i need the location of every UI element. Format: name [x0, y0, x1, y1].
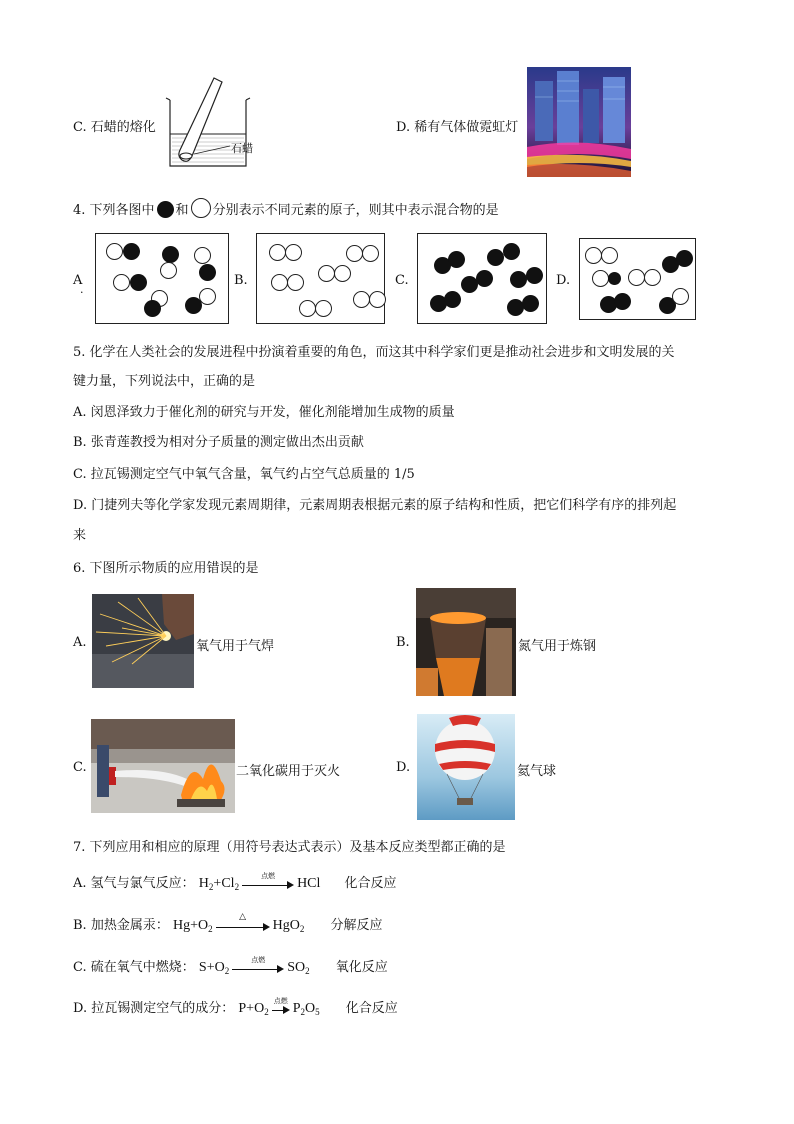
q5-stem-line2: 键力量，下列说法中，正确的是 — [73, 374, 256, 389]
neon-city-photo — [527, 67, 631, 177]
q4-option-d-label: D. — [556, 273, 571, 288]
black-atom — [199, 264, 216, 281]
white-atom — [592, 270, 609, 287]
white-atom — [287, 274, 304, 291]
helium-balloon-photo — [417, 714, 515, 820]
q5-stem-line1: 5. 化学在人类社会的发展进程中扮演着重要的角色，而这其中科学家们更是推动社会进步和文明发展的关 — [73, 345, 675, 360]
black-atom — [444, 291, 461, 308]
white-atom — [362, 245, 379, 262]
q3-option-d: D. 稀有气体做霓虹灯 — [396, 120, 519, 135]
q4-box-d — [579, 238, 696, 320]
q4-option-a-label: A — [73, 273, 83, 288]
q5-option-a: A. 闵恩泽致力于催化剂的研究与开发，催化剂能增加生成物的质量 — [73, 405, 455, 420]
white-atom — [271, 274, 288, 291]
q5-option-d-line1: D. 门捷列夫等化学家发现元素周期律，元素周期表根据元素的原子结构和性质，把它们科学有序的排列起 — [73, 498, 677, 513]
q7-option-d: D. 拉瓦锡测定空气的成分： $P+O_2$ 点燃 $P_2O_5$ 化合反应 — [73, 996, 398, 1017]
welding-photo — [92, 594, 194, 688]
equation-a: $H_2+Cl_2$ 点燃 HCl — [198, 871, 321, 892]
q6-option-a-label: A. — [73, 635, 87, 650]
white-atom — [160, 262, 177, 279]
q3-option-c: C. 石蜡的熔化 — [73, 120, 156, 135]
white-atom — [672, 288, 689, 305]
black-atom — [130, 274, 147, 291]
steelmaking-photo — [416, 588, 516, 696]
white-atom — [269, 244, 286, 261]
white-atom — [315, 300, 332, 317]
q4-option-b-label: B. — [234, 273, 248, 288]
black-atom — [522, 295, 539, 312]
white-atom-icon — [191, 198, 211, 218]
beaker-paraffin-figure — [160, 74, 260, 174]
q5-option-b: B. 张青莲教授为相对分子质量的测定做出杰出贡献 — [73, 435, 364, 450]
white-atom — [644, 269, 661, 286]
q7-option-b: B. 加热金属汞： $Hg+O_2$ △ HgO$_2$ 分解反应 — [73, 910, 383, 934]
q4-box-a — [95, 233, 229, 324]
q4-option-c-label: C. — [395, 273, 409, 288]
black-atom — [510, 271, 527, 288]
reaction-arrow: 点燃 — [272, 1003, 290, 1015]
black-atom — [487, 249, 504, 266]
reaction-arrow: △ — [216, 920, 270, 932]
black-atom-icon — [157, 201, 174, 218]
black-atom — [144, 300, 161, 317]
white-atom — [318, 265, 335, 282]
black-atom — [503, 243, 520, 260]
white-atom — [585, 247, 602, 264]
q6-option-c-label: C. — [73, 760, 87, 775]
white-atom — [194, 247, 211, 264]
black-atom — [608, 272, 621, 285]
q4-dot: . — [80, 283, 84, 296]
q7-option-c: C. 硫在氧气中燃烧： $S+O_2$ 点燃 $SO_2$ 氧化反应 — [73, 955, 388, 976]
equation-d: $P+O_2$ 点燃 $P_2O_5$ — [238, 996, 320, 1017]
reaction-arrow: 点燃 — [242, 878, 294, 890]
black-atom — [185, 297, 202, 314]
paraffin-label: 石蜡 — [231, 142, 253, 155]
q6-option-c-text: 二氧化碳用于灭火 — [236, 764, 341, 779]
q6-option-a-text: 氧气用于气焊 — [196, 639, 275, 654]
white-atom — [299, 300, 316, 317]
white-atom — [369, 291, 386, 308]
q4-box-b — [256, 233, 385, 324]
q7-stem: 7. 下列应用和相应的原理（用符号表达式表示）及基本反应类型都正确的是 — [73, 840, 506, 855]
q6-stem: 6. 下图所示物质的应用错误的是 — [73, 561, 259, 576]
q6-option-d-label: D. — [396, 760, 411, 775]
q6-option-d-text: 氦气球 — [517, 764, 557, 779]
q6-option-b-label: B. — [396, 635, 410, 650]
white-atom — [628, 269, 645, 286]
q6-option-b-text: 氮气用于炼钢 — [518, 639, 597, 654]
black-atom — [448, 251, 465, 268]
white-atom — [601, 247, 618, 264]
white-atom — [285, 244, 302, 261]
white-atom — [113, 274, 130, 291]
q5-option-c: C. 拉瓦锡测定空气中氧气含量，氧气约占空气总质量的 1/5 — [73, 467, 415, 482]
q5-option-d-line2: 来 — [73, 528, 87, 543]
black-atom — [526, 267, 543, 284]
black-atom — [476, 270, 493, 287]
equation-c: $S+O_2$ 点燃 $SO_2$ — [198, 955, 310, 976]
equation-b: $Hg+O_2$ △ HgO$_2$ — [172, 910, 305, 934]
white-atom — [334, 265, 351, 282]
black-atom — [162, 246, 179, 263]
q4-box-c — [417, 233, 547, 324]
white-atom — [353, 291, 370, 308]
white-atom — [106, 243, 123, 260]
white-atom — [346, 245, 363, 262]
black-atom — [123, 243, 140, 260]
fire-extinguishing-photo — [91, 719, 235, 813]
reaction-arrow: 点燃 — [232, 962, 284, 974]
q4-stem: 4. 下列各图中 和 分别表示不同元素的原子，则其中表示混合物的是 — [73, 198, 499, 218]
black-atom — [676, 250, 693, 267]
black-atom — [614, 293, 631, 310]
q7-option-a: A. 氢气与氯气反应： $H_2+Cl_2$ 点燃 HCl 化合反应 — [73, 871, 397, 892]
